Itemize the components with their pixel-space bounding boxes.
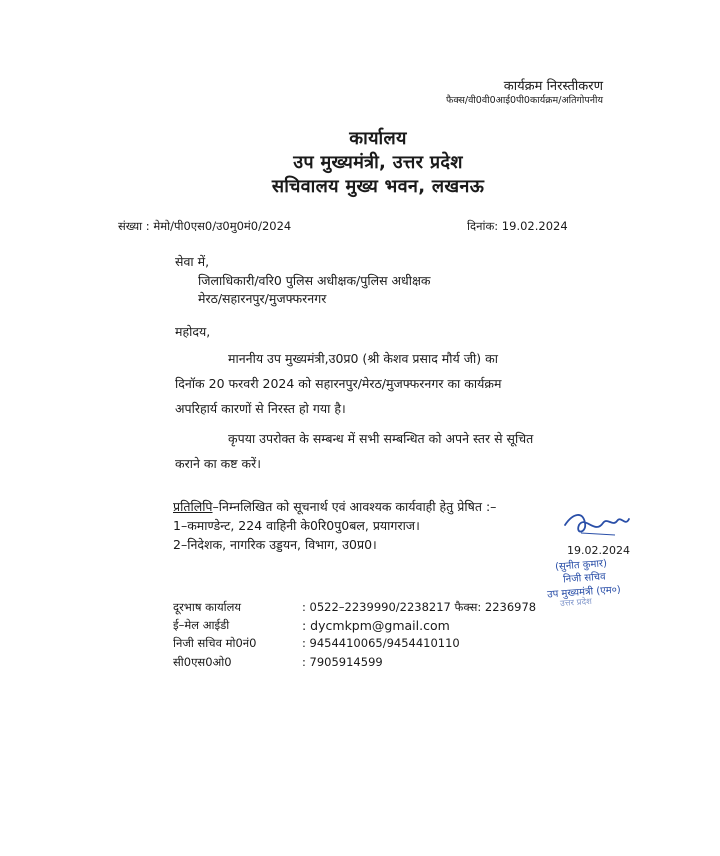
copy-heading: प्रतिलिपि <box>173 499 213 514</box>
signatory-name: (सुनीत कुमार) <box>554 558 608 573</box>
office-title: कार्यालय <box>349 128 407 149</box>
contact-value-ps-mobile: : 9454410065/9454410110 <box>302 636 460 650</box>
contact-label-ps-mobile: निजी सचिव मो0नं0 <box>173 636 257 650</box>
contact-value-phone: : 0522–2239990/2238217 फैक्स: 2236978 <box>302 600 537 614</box>
copy-heading-line <box>173 498 496 516</box>
para2-line1: कृपया उपरोक्त के सम्बन्ध में सभी सम्बन्धित को अपने स्तर से सूचित <box>228 431 534 446</box>
contact-label-email: ई–मेल आईडी <box>173 618 230 632</box>
signature-scribble <box>555 505 635 545</box>
office-address: सचिवालय मुख्य भवन, लखनऊ <box>271 176 485 197</box>
recipient-line1: जिलाधिकारी/वरि0 पुलिस अधीक्षक/पुलिस अधीक्षक <box>198 273 431 288</box>
copy-heading-rest: –निम्नलिखित को सूचनार्थ एवं आवश्यक कार्यवाही हेतु प्रेषित :– <box>212 499 497 514</box>
para1-line1: माननीय उप मुख्यमंत्री,उ0प्र0 (श्री केशव प्रसाद मौर्य जी) का <box>228 351 498 366</box>
contact-value-cso: : 7905914599 <box>302 655 383 669</box>
office-designation: उप मुख्यमंत्री, उत्तर प्रदेश <box>293 152 463 173</box>
para2-line2: कराने का कष्ट करें। <box>175 456 261 471</box>
recipient-to: सेवा में, <box>175 254 210 269</box>
copy-item-2: 2–निदेशक, नागरिक उड्डयन, विभाग, उ0प्र0। <box>173 537 377 552</box>
contact-label-phone: दूरभाष कार्यालय <box>173 600 242 614</box>
recipient-line2: मेरठ/सहारनपुर/मुजफ्फरनगर <box>198 291 327 306</box>
signatory-title: निजी सचिव <box>562 571 607 586</box>
salutation: महोदय, <box>175 324 211 339</box>
signature-date: 19.02.2024 <box>567 544 630 557</box>
reference-number: संख्या : मेमो/पी0एस0/उ0मु0मं0/2024 <box>118 219 292 233</box>
signatory-place: उत्तर प्रदेश <box>559 596 593 610</box>
reference-date: दिनांक: 19.02.2024 <box>467 219 568 233</box>
contact-label-cso: सी0एस0ओ0 <box>173 655 232 669</box>
copy-item-1: 1–कमाण्डेन्ट, 224 वाहिनी के0रि0पु0बल, प्रयागराज। <box>173 518 420 533</box>
para1-line3: अपरिहार्य कारणों से निरस्त हो गया है। <box>175 401 346 416</box>
signatory-department: उप मुख्यमंत्री (एम०) <box>546 584 622 601</box>
distribution-line: फैक्स/वी0वी0आई0पी0कार्यक्रम/अतिगोपनीय <box>446 95 603 106</box>
program-status: कार्यक्रम निरस्तीकरण <box>503 79 603 94</box>
contact-value-email: : dycmkpm@gmail.com <box>302 618 450 633</box>
para1-line2: दिनॉक 20 फरवरी 2024 को सहारनपुर/मेरठ/मुजफ्फरनगर का कार्यक्रम <box>175 376 502 391</box>
